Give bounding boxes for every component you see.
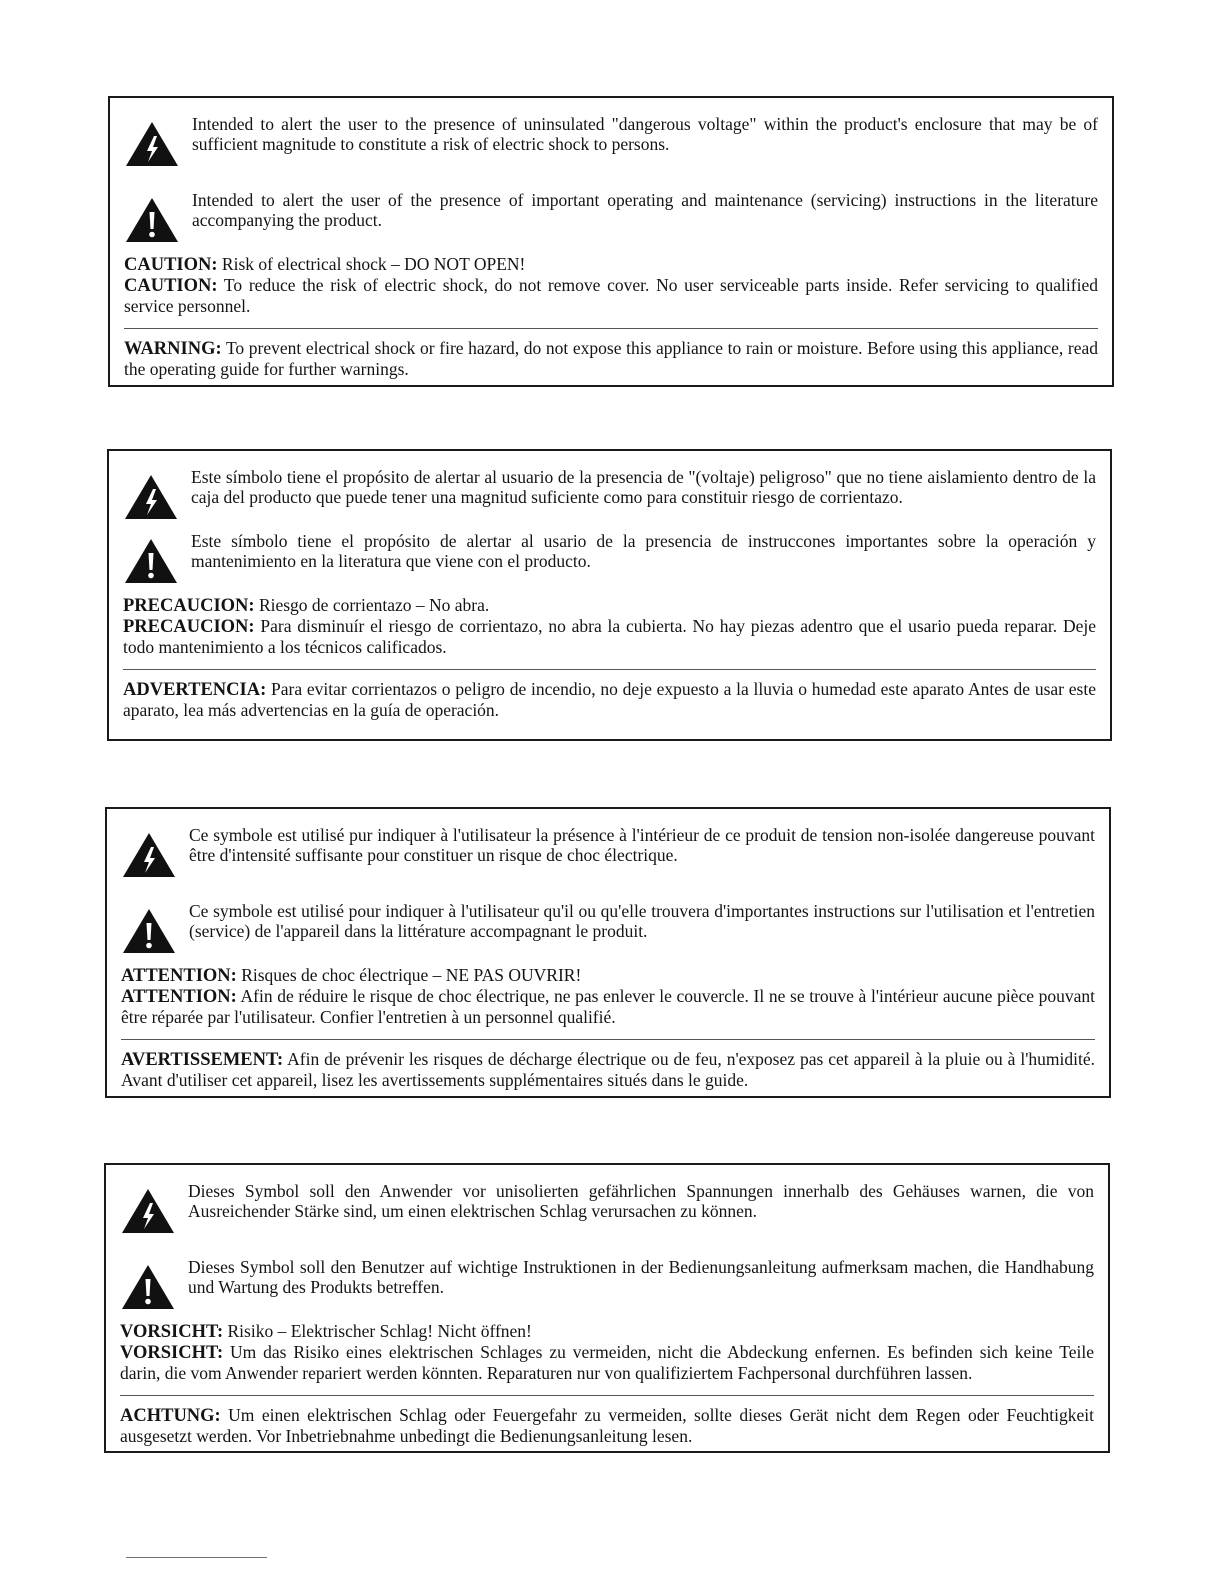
warning-label: ACHTUNG: bbox=[120, 1406, 221, 1426]
lightning-symbol-text: Dieses Symbol soll den Anwender vor unisolierten gefährlichen Spannungen innerhalb des Gehäuses warnen, die von Ausreichender Stärke sind, um einen elektrischen Schlag verursachen zu können. bbox=[188, 1181, 1094, 1221]
lightning-warning-icon bbox=[124, 120, 180, 168]
warning-label: WARNING: bbox=[124, 339, 222, 359]
exclamation-warning-icon bbox=[123, 537, 179, 585]
caution-line-1 bbox=[123, 595, 1096, 616]
divider bbox=[124, 328, 1098, 329]
lightning-warning-icon bbox=[123, 473, 179, 521]
lightning-warning-icon bbox=[120, 1187, 176, 1235]
warning-label: ADVERTENCIA: bbox=[123, 680, 267, 700]
caution-label: PRECAUCION: bbox=[123, 596, 255, 616]
lightning-warning-icon bbox=[121, 831, 177, 879]
caution-label: ATTENTION: bbox=[121, 966, 237, 986]
exclamation-symbol-row bbox=[120, 1257, 1094, 1311]
exclamation-symbol-row bbox=[121, 901, 1095, 955]
warning-text: Um einen elektrischen Schlag oder Feuergefahr zu vermeiden, sollte dieses Gerät nicht dem Regen oder Feuchtigkeit ausgesetzt werden. Vor Inbetriebnahme unbedingt die Bedienungsanleitung lesen. bbox=[120, 1405, 1094, 1446]
divider bbox=[123, 669, 1096, 670]
caution-line-1 bbox=[120, 1321, 1094, 1342]
caution-label: VORSICHT: bbox=[120, 1343, 224, 1363]
exclamation-symbol-text: Este símbolo tiene el propósito de alertar al usario de la presencia de instruccones importantes sobre la operación y mantenimiento en la literatura que viene con el producto. bbox=[191, 531, 1096, 571]
caution-text: Para disminuír el riesgo de corrientazo, no abra la cubierta. No hay piezas adentro que el usario pueda reparar. Deje todo mantenimiento a los técnicos calificados. bbox=[123, 616, 1096, 657]
exclamation-warning-icon bbox=[121, 907, 177, 955]
lightning-symbol-text: Intended to alert the user to the presence of uninsulated "dangerous voltage" within the product's enclosure that may be of sufficient magnitude to constitute a risk of electric shock to persons. bbox=[192, 114, 1098, 154]
caution-line-2 bbox=[120, 1342, 1094, 1383]
caution-line-1 bbox=[121, 965, 1095, 986]
caution-line-2 bbox=[124, 275, 1098, 316]
caution-label: PRECAUCION: bbox=[123, 617, 255, 637]
divider bbox=[121, 1039, 1095, 1040]
caution-line-2 bbox=[121, 986, 1095, 1027]
lightning-symbol-row bbox=[120, 1181, 1094, 1235]
warning-text: To prevent electrical shock or fire hazard, do not expose this appliance to rain or moisture. Before using this appliance, read the operating guide for further warnings. bbox=[124, 338, 1098, 379]
exclamation-symbol-row bbox=[124, 190, 1098, 244]
warning-paragraph bbox=[121, 1049, 1095, 1090]
lightning-symbol-row bbox=[124, 114, 1098, 168]
caution-label: VORSICHT: bbox=[120, 1322, 224, 1342]
warning-label: AVERTISSEMENT: bbox=[121, 1050, 284, 1070]
caution-text: Risk of electrical shock – DO NOT OPEN! bbox=[217, 254, 526, 274]
caution-text: Um das Risiko eines elektrischen Schlages zu vermeiden, nicht die Abdeckung enfernen. Es befinden sich keine Teile darin, die vom Anwender repariert werden könnten. Reparaturen nur von qualifiziertem Fachpersonal durchführen lassen. bbox=[120, 1342, 1094, 1383]
caution-line-1 bbox=[124, 254, 1098, 275]
caution-text: Risiko – Elektrischer Schlag! Nicht öffnen! bbox=[223, 1321, 532, 1341]
warning-paragraph bbox=[124, 338, 1098, 379]
caution-text: Riesgo de corrientazo – No abra. bbox=[254, 595, 490, 615]
exclamation-symbol-text: Intended to alert the user of the presence of important operating and maintenance (servicing) instructions in the literature accompanying the product. bbox=[192, 190, 1098, 230]
lightning-symbol-row bbox=[121, 825, 1095, 879]
exclamation-symbol-row bbox=[123, 531, 1096, 585]
safety-box-german bbox=[104, 1163, 1110, 1453]
warning-paragraph bbox=[120, 1405, 1094, 1446]
warning-text: Afin de prévenir les risques de décharge électrique ou de feu, n'exposez pas cet appareil à la pluie ou à l'humidité. Avant d'utiliser cet appareil, lisez les avertissements supplémentaires situés dans le guide. bbox=[121, 1049, 1095, 1090]
caution-line-2 bbox=[123, 616, 1096, 657]
exclamation-symbol-text: Dieses Symbol soll den Benutzer auf wichtige Instruktionen in der Bedienungsanleitung aufmerksam machen, die Handhabung und Wartung des Produkts betreffen. bbox=[188, 1257, 1094, 1297]
caution-label: CAUTION: bbox=[124, 255, 218, 275]
exclamation-warning-icon bbox=[120, 1263, 176, 1311]
safety-box-english bbox=[108, 96, 1114, 387]
lightning-symbol-text: Ce symbole est utilisé pur indiquer à l'utilisateur la présence à l'intérieur de ce produit de tension non-isolée dangereuse pouvant être d'intensité suffisante pour constituer un risque de choc électrique. bbox=[189, 825, 1095, 865]
warning-paragraph bbox=[123, 679, 1096, 720]
caution-text: To reduce the risk of electric shock, do not remove cover. No user serviceable parts inside. Refer servicing to qualified service personnel. bbox=[124, 275, 1098, 316]
footer-rule bbox=[126, 1557, 267, 1558]
exclamation-warning-icon bbox=[124, 196, 180, 244]
caution-label: CAUTION: bbox=[124, 276, 218, 296]
exclamation-symbol-text: Ce symbole est utilisé pour indiquer à l'utilisateur qu'il ou qu'elle trouvera d'importantes instructions sur l'utilisation et l'entretien (service) de l'appareil dans la littérature accompagnant le produit. bbox=[189, 901, 1095, 941]
warning-text: Para evitar corrientazos o peligro de incendio, no deje expuesto a la lluvia o humedad este aparato Antes de usar este aparato, lea más advertencias en la guía de operación. bbox=[123, 679, 1096, 720]
divider bbox=[120, 1395, 1094, 1396]
lightning-symbol-text: Este símbolo tiene el propósito de alertar al usuario de la presencia de "(voltaje) peligroso" que no tiene aislamiento dentro de la caja del producto que puede tener una magnitud suficiente como para constituir riesgo de corrientazo. bbox=[191, 467, 1096, 507]
lightning-symbol-row bbox=[123, 467, 1096, 521]
safety-box-spanish bbox=[107, 449, 1112, 741]
caution-label: ATTENTION: bbox=[121, 987, 237, 1007]
caution-text: Afin de réduire le risque de choc électrique, ne pas enlever le couvercle. Il ne se trouve à l'intérieur aucune pièce pouvant être réparée par l'utilisateur. Confier l'entretien à un personnel qualifié. bbox=[121, 986, 1095, 1027]
caution-text: Risques de choc électrique – NE PAS OUVRIR! bbox=[236, 965, 582, 985]
safety-box-french bbox=[105, 807, 1111, 1098]
